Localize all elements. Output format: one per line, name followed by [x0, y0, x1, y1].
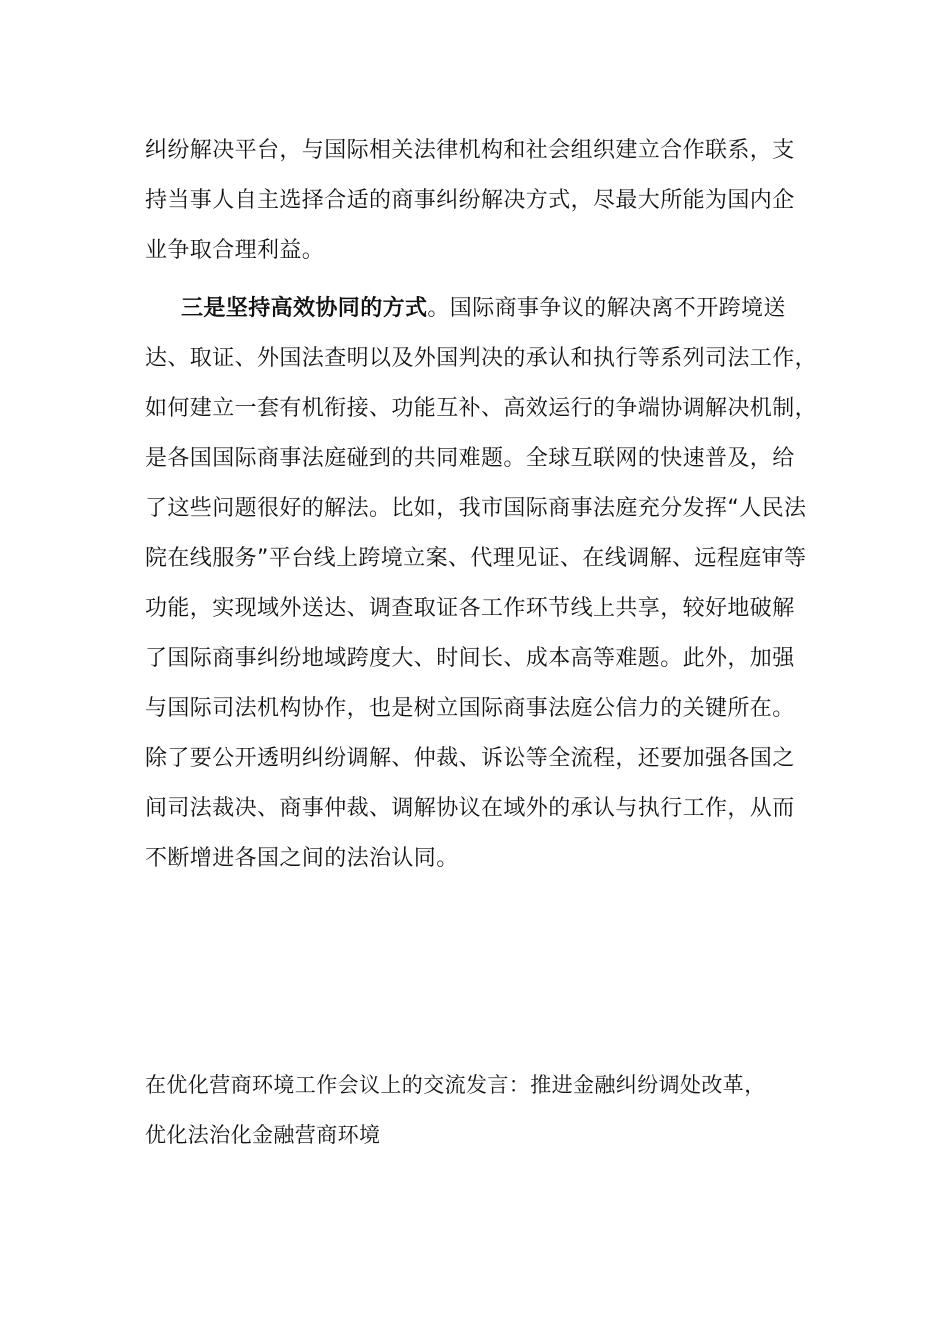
title-line: 优化法治化金融营商环境: [145, 1123, 381, 1147]
text-line: 业争取合理利益。: [145, 238, 325, 263]
text-line: 院在线服务”平台线上跨境立案、代理见证、在线调解、远程庭审等: [145, 546, 807, 571]
paragraph-first-line-text: 。国际商事争议的解决离不开跨境送: [427, 296, 786, 321]
text-line: 除了要公开透明纠纷调解、仲裁、诉讼等全流程，还要加强各国之: [145, 746, 795, 771]
paragraph-first-line: [181, 294, 835, 324]
text-line: 持当事人自主选择合适的商事纠纷解决方式，尽最大所能为国内企: [145, 188, 795, 213]
text-line: 与国际司法机构协作，也是树立国际商事法庭公信力的关键所在。: [145, 696, 795, 721]
paragraph-heading: 三是坚持高效协同的方式: [181, 296, 428, 321]
text-line: 是各国国际商事法庭碰到的共同难题。全球互联网的快速普及，给: [145, 446, 795, 471]
text-line: 纠纷解决平台，与国际相关法律机构和社会组织建立合作联系，支: [145, 138, 795, 163]
text-line: 如何建立一套有机衔接、功能互补、高效运行的争端协调解决机制，: [145, 396, 818, 421]
text-line: 不断增进各国之间的法治认同。: [145, 846, 459, 871]
text-line: 功能，实现域外送达、调查取证各工作环节线上共享，较好地破解: [145, 596, 795, 621]
text-line: 间司法裁决、商事仲裁、调解协议在域外的承认与执行工作，从而: [145, 796, 795, 821]
text-line: 了这些问题很好的解法。比如，我市国际商事法庭充分发挥“人民法: [145, 496, 807, 521]
title-line: 在优化营商环境工作会议上的交流发言：推进金融纠纷调处改革，: [145, 1073, 766, 1097]
text-line: 了国际商事纠纷地域跨度大、时间长、成本高等难题。此外，加强: [145, 646, 795, 671]
text-line: 达、取证、外国法查明以及外国判决的承认和执行等系列司法工作，: [145, 346, 818, 371]
